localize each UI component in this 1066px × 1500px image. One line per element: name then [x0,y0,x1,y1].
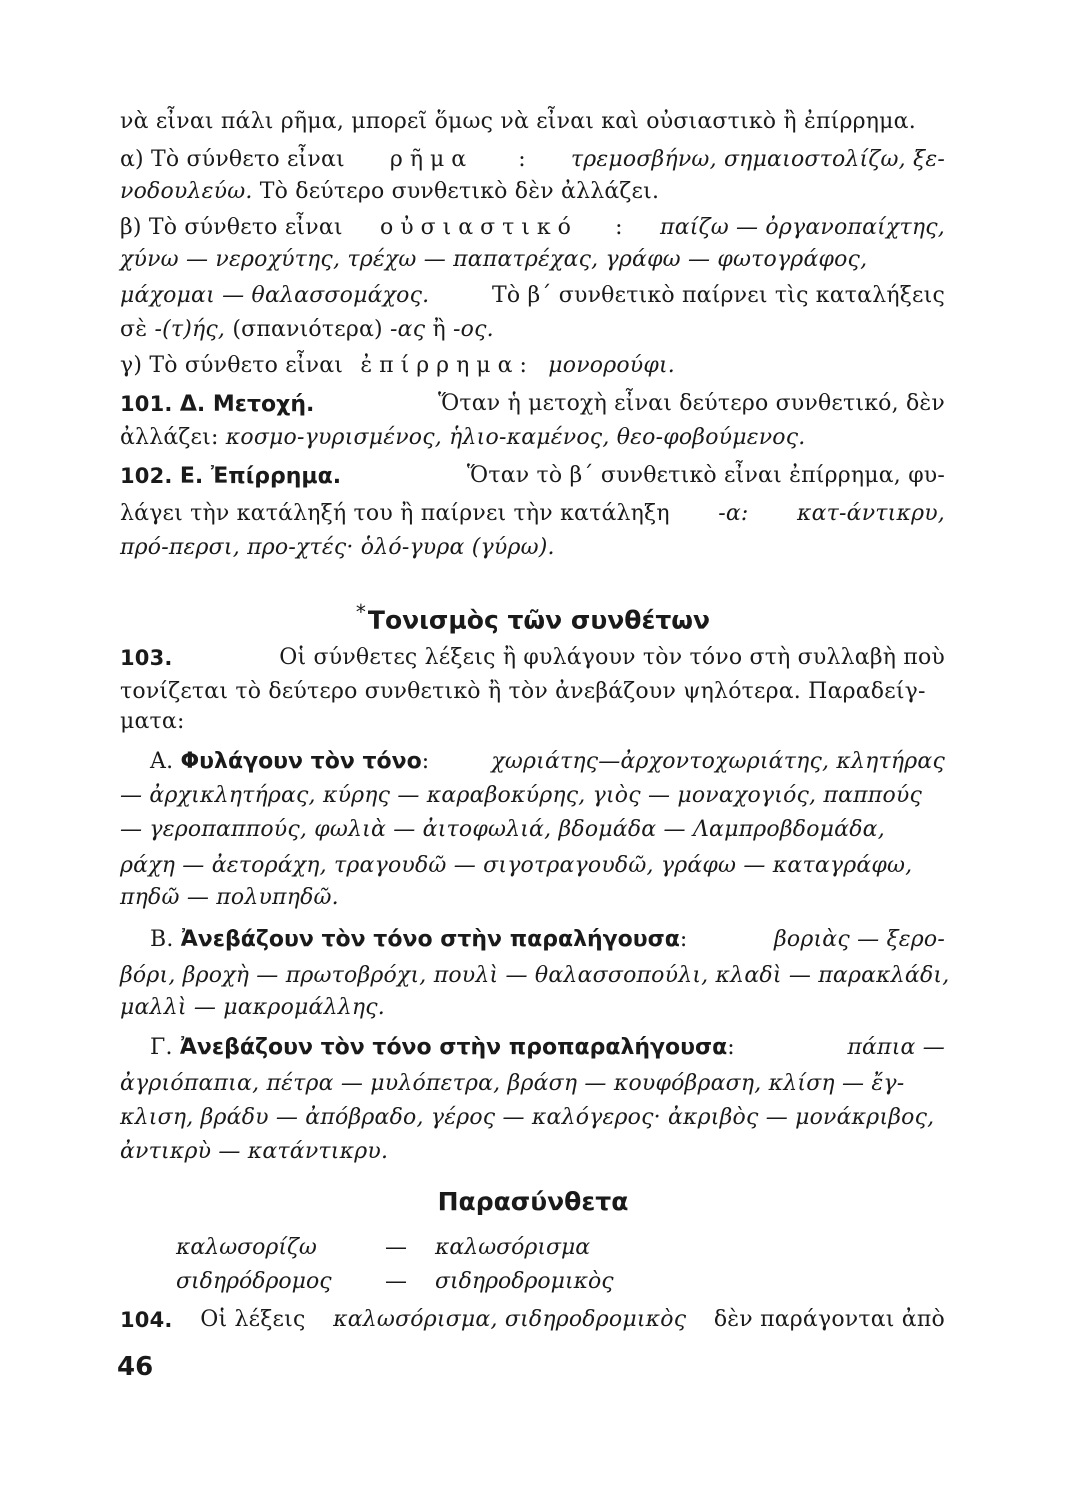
spaced-term: ρῆμα [389,147,474,172]
text-span: (σπανιότερα) [232,317,383,342]
text-line: — γεροπαππούς, φωλιὰ — ἀιτοφωλιά, βδομάδα — Λαμπροβδομάδα, [120,817,885,842]
spaced-term: οὐσιαστικό [379,215,578,240]
paragraph-104 [120,1306,945,1334]
paragraph-number: 104. [120,1308,173,1332]
example-text: -α: [718,501,749,526]
page-number: 46 [117,1352,154,1382]
text-span: : [518,147,526,172]
pair-right: καλωσόρισμα [435,1235,591,1260]
section-title-text: Παρασύνθετα [437,1187,629,1216]
text-line [120,146,945,174]
text-line [120,352,945,380]
text-line: χύνω — νεροχύτης, τρέχω — παπατρέχας, γράφω — φωτογράφος, [120,247,868,272]
text-line [120,316,945,344]
text-span: ἀλλάζει: [120,425,219,450]
text-span: α) Τὸ σύνθετο εἶναι [120,147,345,172]
subsection-g: Γ. Ἀνεβάζουν τὸν τόνο στὴν προπαραλήγουσα: πάπια — [150,1035,945,1060]
subsection-heading: Ἀνεβάζουν τὸν τόνο στὴν παραλήγουσα [180,927,680,952]
example-text: παίζω — ὀργανοπαίχτης, [660,215,945,240]
text-line: ἀντικρὺ — κατάντικρυ. [120,1139,389,1164]
text-line [120,178,945,206]
pair-dash: — [385,1269,407,1294]
text-line [120,214,945,242]
text-line: μαλλὶ — μακρομάλλης. [120,995,385,1020]
section-heading: Ε. Ἐπίρρημα. [179,464,342,489]
example-text: τρεμοσβήνω, σημαιοστολίζω, ξε- [570,147,945,172]
paragraph-101 [120,390,945,419]
section-title [0,1186,1066,1218]
text-span: Οἱ σύνθετες λέξεις ἢ φυλάγουν τὸν τόνο στὴ συλλαβὴ ποὺ [279,645,945,670]
paragraph-number: 101. [120,392,173,416]
text-line: πρό-περσι, προ-χτές· ὁλό-γυρα (γύρω). [120,535,555,560]
text-span: ἢ [432,317,446,342]
text-span: σὲ [120,317,148,342]
text-line: νὰ εἶναι πάλι ρῆμα, μπορεῖ ὅμως νὰ εἶναι καὶ οὐσιαστικὸ ἢ ἐπίρρημα. [120,109,916,134]
text-span: Ὅταν τὸ β΄ συνθετικὸ εἶναι ἐπίρρημα, φυ- [466,463,945,488]
text-line [120,424,945,452]
text-span: : [615,215,623,240]
paragraph-102 [120,462,945,491]
list-label: Γ. [150,1035,173,1060]
text-span: λάγει τὴν κατάληξή του ἢ παίρνει τὴν κατάληξη [120,501,670,526]
text-line [120,282,945,310]
text-line: βόρι, βροχὴ — πρωτοβρόχι, πουλὶ — θαλασσοπούλι, κλαδὶ — παρακλάδι, [120,963,950,988]
paragraph-number: 103. [120,646,173,670]
text-span: Οἱ λέξεις [200,1307,306,1332]
subsection-heading: Φυλάγουν τὸν τόνο [180,749,422,774]
example-text: -(τ)ής, [154,317,226,342]
text-line [120,500,945,528]
example-text: καλωσόρισμα, σιδηροδρομικὸς [333,1307,687,1332]
example-text: -ος. [453,317,494,342]
text-line: κλιση, βράδυ — ἀπόβραδο, γέρος — καλόγερος· ἀκριβὸς — μονάκριβος, [120,1105,935,1130]
text-line: ράχη — ἀετοράχη, τραγουδῶ — σιγοτραγουδῶ, γράφω — καταγράφω, [120,853,913,878]
spaced-term: ἐπίρρημα [360,353,520,378]
pair-dash: — [385,1235,407,1260]
text-span: Τὸ δεύτερο συνθετικὸ δὲν ἀλλάζει. [259,179,660,204]
example-text: κοσμο-γυρισμένος, ἡλιο-καμένος, θεο-φοβούμενος. [225,425,806,450]
text-span: δὲν παράγονται ἀπὸ [713,1307,945,1332]
section-title [0,596,1066,636]
example-text: κατ-άντικρυ, [796,501,945,526]
example-text: μονορούφι. [548,353,676,378]
text-span: Τὸ β΄ συνθετικὸ παίρνει τὶς καταλήξεις [491,283,945,308]
subsection-heading: Ἀνεβάζουν τὸν τόνο στὴν προπαραλήγουσα [179,1035,728,1060]
pair-right: σιδηροδρομικὸς [435,1269,614,1294]
example-text: μάχομαι — θαλασσομάχος. [120,283,430,308]
subsection-a: Α. Φυλάγουν τὸν τόνο: χωριάτης—ἀρχοντοχωριάτης, κλητήρας [150,749,945,774]
pair-left: σιδηρόδρομος [176,1269,332,1294]
text-line: ἀγριόπαπια, πέτρα — μυλόπετρα, βράση — κουφόβραση, κλίση — ἔγ- [120,1071,905,1096]
text-line: — ἀρχικλητήρας, κύρης — καραβοκύρης, γιὸς — μοναχογιός, παππούς [120,783,923,808]
example-text: πάπια — [847,1035,945,1060]
pair-left: καλωσορίζω [176,1235,317,1260]
asterisk: * [355,600,366,624]
section-heading: Δ. Μετοχή. [179,392,315,417]
example-text: -ας [390,317,426,342]
text-span: : [519,353,528,378]
list-label: Β. [150,927,174,952]
text-span: β) Τὸ σύνθετο εἶναι [120,215,343,240]
example-text: βοριὰς — ξερο- [773,927,945,952]
list-label: Α. [150,749,174,774]
section-title-text: Τονισμὸς τῶν συνθέτων [367,605,711,635]
paragraph-number: 102. [120,464,173,488]
example-text: χωριάτης—ἀρχοντοχωριάτης, κλητήρας [491,749,945,774]
text-span: Ὅταν ἡ μετοχὴ εἶναι δεύτερο συνθετικό, δὲν [437,391,945,416]
text-line: τονίζεται τὸ δεύτερο συνθετικὸ ἢ τὸν ἀνεβάζουν ψηλότερα. Παραδείγ- [120,679,926,704]
text-line: ματα: [120,709,185,734]
text-line: πηδῶ — πολυπηδῶ. [120,885,339,910]
subsection-b: Β. Ἀνεβάζουν τὸν τόνο στὴν παραλήγουσα: βοριὰς — ξερο- [150,927,945,952]
text-span: γ) Τὸ σύνθετο εἶναι [120,353,344,378]
example-text: νοδουλεύω. [120,179,253,204]
paragraph-103 [120,644,945,672]
